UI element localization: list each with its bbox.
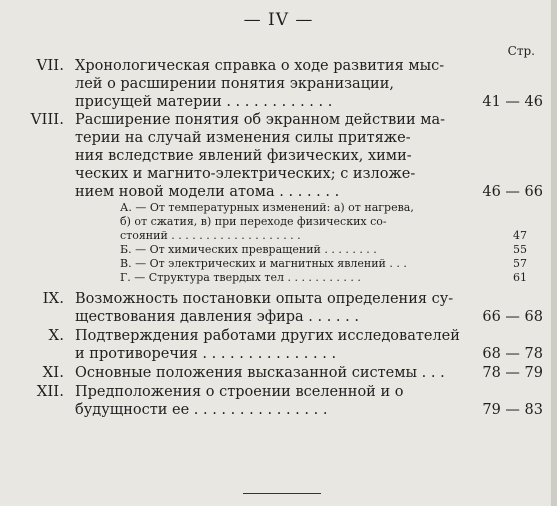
entry-line: присущей материи . . . . . . . . . . . . [75,94,333,110]
entry-line: Возможность постановки опыта определения су- [75,291,454,307]
entry-line: Хронологическая справка о ходе развития мыс- [75,58,445,74]
page-range: 66 — 68 [482,309,543,325]
page-range: 68 — 78 [482,346,543,362]
subentry-line: стояний . . . . . . . . . . . . . . . . . . . [120,229,301,242]
chapter-number: XII. [36,382,64,400]
entry-line: ческих и магнито-электрических; с изложе- [75,166,416,182]
footer-rule [243,493,321,494]
subentry-page: 57 [513,257,527,270]
subentry-page: 47 [513,229,527,242]
pages-column-header: Стр. [507,44,535,58]
page-range: 46 — 66 [482,184,543,200]
entry-line: и противоречия . . . . . . . . . . . . . . . [75,346,337,362]
chapter-number: X. [48,326,64,344]
page-range: 41 — 46 [482,94,543,110]
subentry-line: б) от сжатия, в) при переходе физических со- [120,215,387,228]
entry-line: Расширение понятия об экранном действии ма- [75,112,446,128]
entry-line: Основные положения высказанной системы . . . [75,365,445,381]
entry-line: нием новой модели атома . . . . . . . [75,184,340,200]
page-edge [551,0,557,506]
subentry-page: 61 [513,271,527,284]
entry-line: ния вследствие явлений физических, хими- [75,148,412,164]
entry-line: Подтверждения работами других исследователей [75,328,460,344]
subentry-line: Г. — Структура твердых тел . . . . . . . . . . . [120,271,361,284]
subentry-line: А. — От температурных изменений: а) от нагрева, [120,201,414,214]
chapter-number: XI. [42,363,64,381]
entry-line: ществования давления эфира . . . . . . [75,309,359,325]
subentry-line: Б. — От химических превращений . . . . . . . . [120,243,377,256]
chapter-number: IX. [42,289,64,307]
subentry-page: 55 [513,243,527,256]
chapter-number: VII. [36,56,64,74]
entry-line: терии на случай изменения силы притяже- [75,130,411,146]
entry-line: лей о расширении понятия экранизации, [75,76,394,92]
page-range: 79 — 83 [482,402,543,418]
entry-line: будущности ее . . . . . . . . . . . . . . . [75,402,328,418]
page-number: — IV — [243,10,314,30]
chapter-number: VIII. [30,110,64,128]
entry-line: Предположения о строении вселенной и о [75,384,404,400]
page-range: 78 — 79 [482,365,543,381]
subentry-line: В. — От электрических и магнитных явлений . . . [120,257,407,270]
